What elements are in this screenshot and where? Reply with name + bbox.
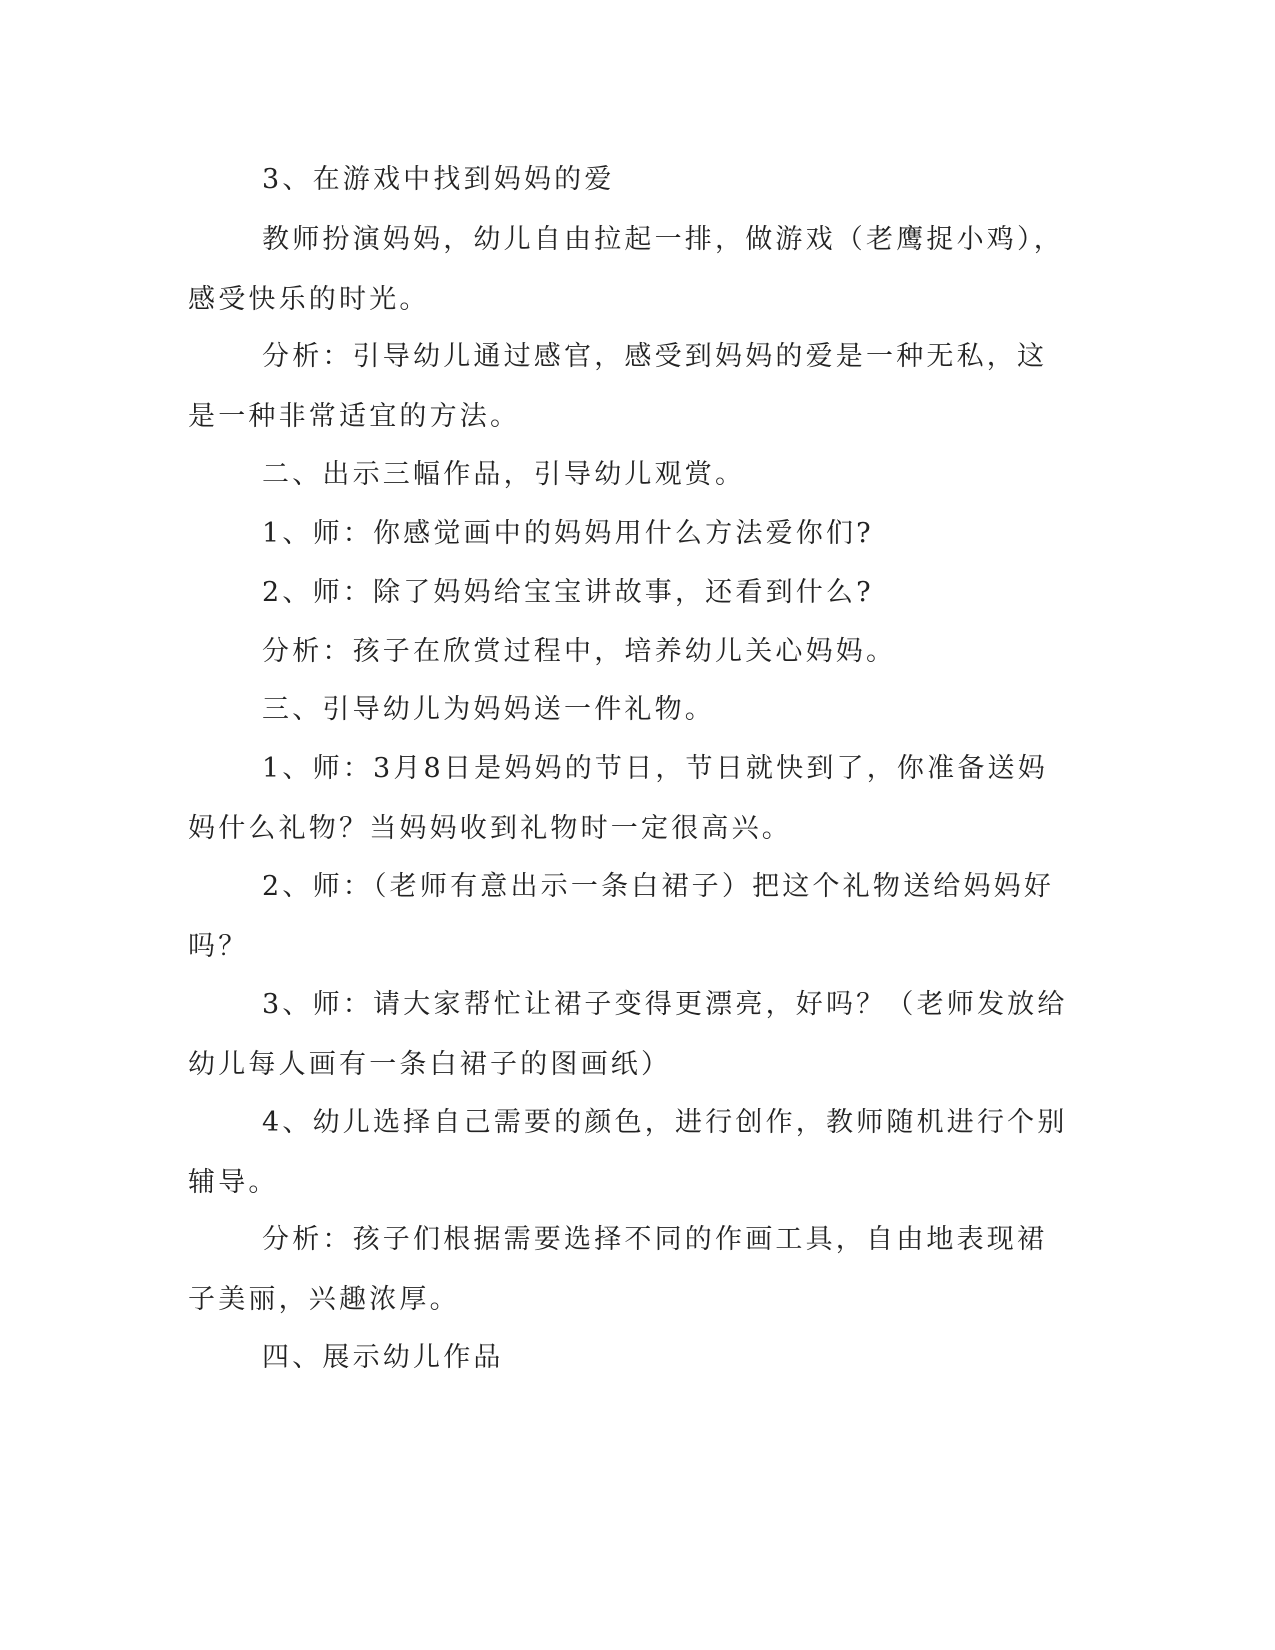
section-heading-two: 二、出示三幅作品，引导幼儿观赏。 xyxy=(262,459,746,490)
paragraph-game-description: 教师扮演妈妈，幼儿自由拉起一排，做游戏（老鹰捉小鸡），感受快乐的时光。 xyxy=(188,224,1064,315)
section-heading-three: 三、引导幼儿为妈妈送一件礼物。 xyxy=(262,694,715,725)
paragraph-gift-2: 2、师：（老师有意出示一条白裙子）把这个礼物送给妈妈好吗？ xyxy=(188,871,1055,962)
section-heading-game: 3、在游戏中找到妈妈的爱 xyxy=(262,164,615,195)
paragraph-teacher-q2: 2、师：除了妈妈给宝宝讲故事，还看到什么? xyxy=(262,577,874,608)
paragraph-gift-1: 1、师：3月8日是妈妈的节日，节日就快到了，你准备送妈妈什么礼物？当妈妈收到礼物时一定很高兴。 xyxy=(188,753,1048,844)
paragraph-analysis-3: 分析：孩子们根据需要选择不同的作画工具，自由地表现裙子美丽，兴趣浓厚。 xyxy=(188,1224,1048,1315)
paragraph-analysis-1: 分析：引导幼儿通过感官，感受到妈妈的爱是一种无私，这是一种非常适宜的方法。 xyxy=(188,341,1048,432)
paragraph-analysis-2: 分析：孩子在欣赏过程中，培养幼儿关心妈妈。 xyxy=(262,636,897,667)
section-heading-four: 四、展示幼儿作品 xyxy=(262,1342,504,1373)
paragraph-gift-3: 3、师：请大家帮忙让裙子变得更漂亮，好吗？（老师发放给幼儿每人画有一条白裙子的图画纸） xyxy=(188,989,1068,1080)
paragraph-teacher-q1: 1、师：你感觉画中的妈妈用什么方法爱你们? xyxy=(262,518,874,549)
paragraph-gift-4: 4、幼儿选择自己需要的颜色，进行创作，教师随机进行个别辅导。 xyxy=(188,1107,1068,1198)
